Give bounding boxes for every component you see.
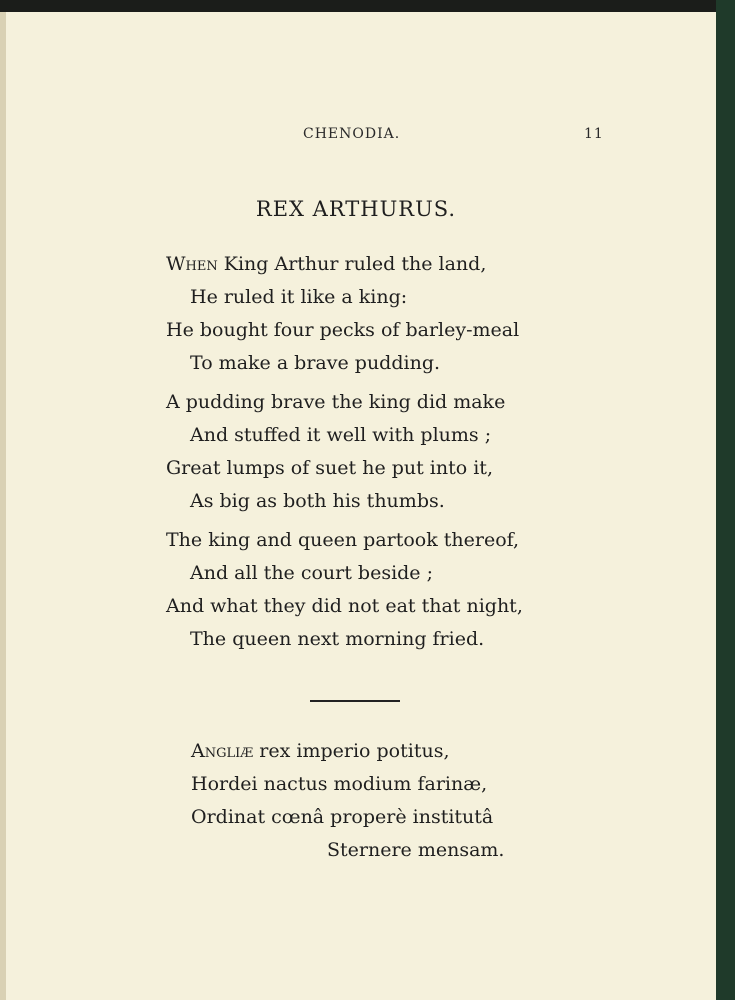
- poem-line: The king and queen partook thereof,: [166, 529, 520, 551]
- stanza-2: [166, 386, 586, 518]
- poem-line: And what they did not eat that night,: [166, 595, 523, 617]
- poem-title: REX ARTHURUS.: [255, 197, 457, 221]
- latin-opening-word: Angliæ: [191, 740, 254, 762]
- page-number: 11: [584, 126, 604, 142]
- poem-line: [166, 248, 586, 281]
- poem-line: He ruled it like a king:: [190, 286, 408, 308]
- stanza-1: [166, 248, 586, 380]
- poem-line: And stuffed it well with plums ;: [190, 424, 492, 446]
- section-divider: [310, 700, 400, 702]
- running-title: CHENODIA.: [303, 126, 401, 142]
- opening-word: When: [166, 253, 218, 275]
- poem-line: The queen next morning fried.: [190, 628, 485, 650]
- stanza-3: [166, 524, 586, 656]
- latin-opening-rest: rex imperio potitus,: [253, 740, 450, 762]
- poem-line: And all the court beside ;: [190, 562, 433, 584]
- book-spine-edge: [716, 0, 735, 1000]
- poem-line: To make a brave pudding.: [190, 352, 441, 374]
- latin-line: Sternere mensam.: [327, 839, 505, 861]
- poem-line: A pudding brave the king did make: [166, 391, 506, 413]
- latin-line: [191, 735, 591, 768]
- book-page: [0, 12, 716, 1000]
- poem-line: Great lumps of suet he put into it,: [166, 457, 493, 479]
- poem-body: [166, 248, 586, 662]
- poem-line: He bought four pecks of barley-meal: [166, 319, 520, 341]
- opening-line-rest: King Arthur ruled the land,: [217, 253, 487, 275]
- latin-line: Ordinat cœnâ properè institutâ: [191, 806, 494, 828]
- latin-translation: [191, 735, 591, 867]
- poem-line: As big as both his thumbs.: [190, 490, 445, 512]
- latin-line: Hordei nactus modium farinæ,: [191, 773, 488, 795]
